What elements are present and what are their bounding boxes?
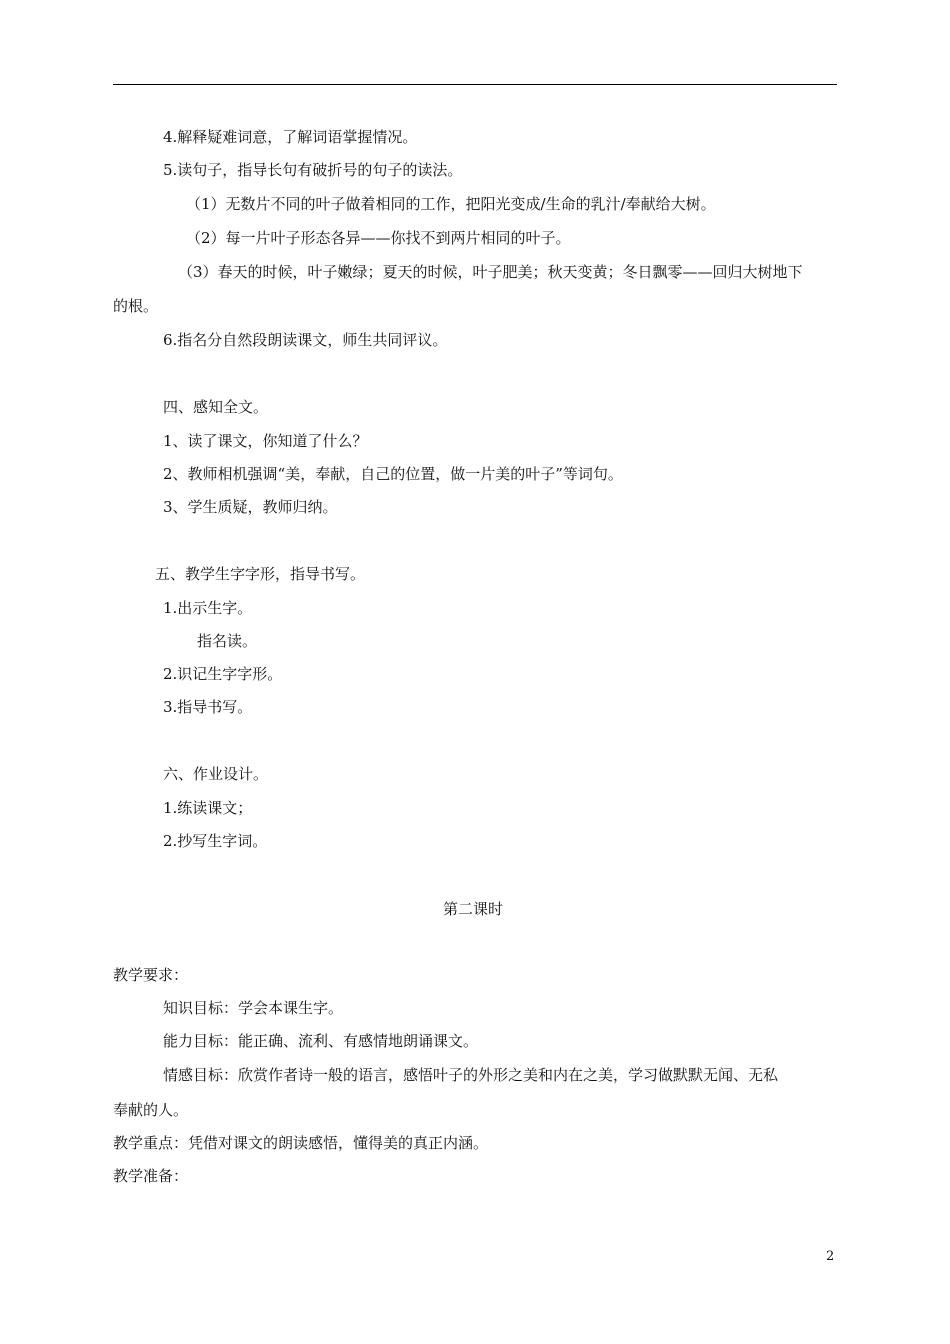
section-5-item-1-sub: 指名读。: [197, 632, 258, 650]
section-5-heading: 五、教学生字字形，指导书写。: [155, 565, 366, 583]
example-sentence-3-cont: 的根。: [113, 297, 159, 315]
section-4-item-3: 3、学生质疑，教师归纳。: [163, 498, 338, 516]
emotion-goal: 情感目标：欣赏作者诗一般的语言，感悟叶子的外形之美和内在之美，学习做默默无闻、无私: [163, 1066, 779, 1084]
page-number: 2: [826, 1249, 835, 1264]
example-sentence-2: （2）每一片叶子形态各异——你找不到两片相同的叶子。: [186, 229, 571, 247]
section-5-item-3: 3.指导书写。: [163, 698, 253, 716]
section-4-item-2: 2、教师相机强调“美，奉献，自己的位置，做一片美的叶子”等词句。: [163, 465, 623, 483]
section-6-item-2: 2.抄写生字词。: [163, 832, 268, 850]
lesson-2-title: 第二课时: [443, 900, 504, 918]
section-6-heading: 六、作业设计。: [163, 765, 269, 783]
knowledge-goal: 知识目标：学会本课生字。: [163, 999, 344, 1017]
section-4-item-1: 1、读了课文，你知道了什么？: [163, 432, 368, 450]
ability-goal: 能力目标：能正确、流利、有感情地朗诵课文。: [163, 1032, 479, 1050]
section-5-item-1: 1.出示生字。: [163, 599, 253, 617]
example-sentence-3: （3）春天的时候，叶子嫩绿；夏天的时候，叶子肥美；秋天变黄；冬日飘零——回归大树地下: [178, 263, 803, 281]
section-5-item-2: 2.识记生字字形。: [163, 665, 283, 683]
step-4-explain-words: 4.解释疑难词意，了解词语掌握情况。: [163, 128, 418, 146]
step-5-read-sentences: 5.读句子，指导长句有破折号的句子的读法。: [163, 161, 463, 179]
key-points: 教学重点：凭借对课文的朗读感悟，懂得美的真正内涵。: [113, 1134, 489, 1152]
section-4-heading: 四、感知全文。: [163, 398, 269, 416]
section-6-item-1: 1.练读课文；: [163, 799, 253, 817]
requirements-label: 教学要求：: [113, 966, 189, 984]
step-6-group-reading: 6.指名分自然段朗读课文，师生共同评议。: [163, 331, 448, 349]
emotion-goal-cont: 奉献的人。: [113, 1101, 189, 1119]
header-rule: [113, 84, 837, 85]
preparation-label: 教学准备：: [113, 1167, 189, 1185]
example-sentence-1: （1）无数片不同的叶子做着相同的工作，把阳光变成/生命的乳汁/奉献给大树。: [186, 195, 716, 213]
